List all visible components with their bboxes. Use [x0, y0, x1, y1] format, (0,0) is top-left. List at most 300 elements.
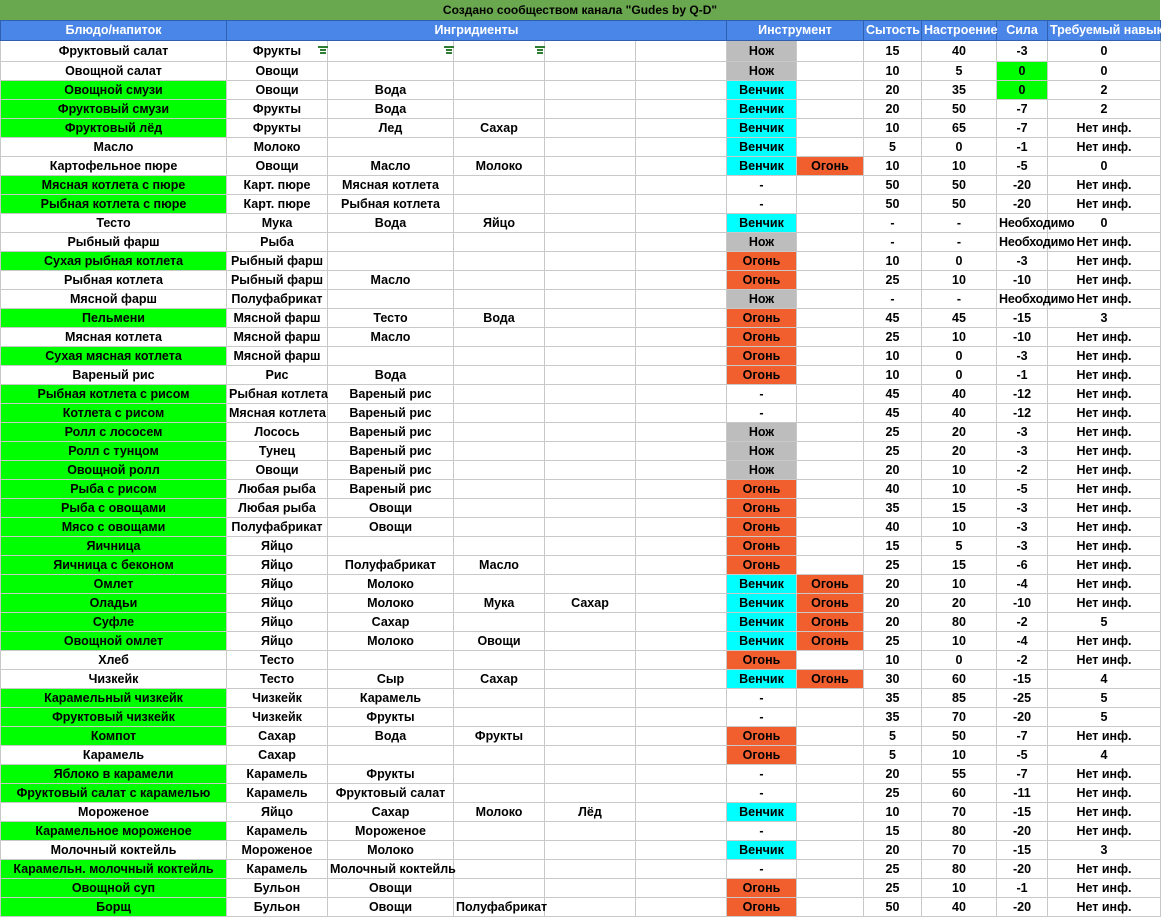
tool-cell[interactable]: [797, 233, 864, 252]
ingredient-cell[interactable]: [636, 499, 727, 518]
tool-cell[interactable]: [797, 651, 864, 670]
satiety-cell[interactable]: 10: [864, 366, 922, 385]
skill-cell[interactable]: Нет инф.: [1048, 898, 1161, 917]
tool-cell[interactable]: [797, 518, 864, 537]
tool-cell[interactable]: Венчик: [727, 803, 797, 822]
mood-cell[interactable]: 70: [922, 708, 997, 727]
ingredient-cell[interactable]: [545, 100, 636, 119]
strength-cell[interactable]: -1: [997, 879, 1048, 898]
tool-cell[interactable]: [797, 176, 864, 195]
strength-cell[interactable]: -15: [997, 841, 1048, 860]
tool-cell[interactable]: [797, 822, 864, 841]
ingredient-cell[interactable]: Лосось: [227, 423, 328, 442]
dish-cell[interactable]: Яичница: [1, 537, 227, 556]
ingredient-cell[interactable]: Мука: [454, 594, 545, 613]
dish-cell[interactable]: Рыбная котлета с пюре: [1, 195, 227, 214]
satiety-cell[interactable]: 5: [864, 138, 922, 157]
ingredient-cell[interactable]: Вареный рис: [328, 461, 454, 480]
ingredient-cell[interactable]: Фрукты: [227, 100, 328, 119]
ingredient-cell[interactable]: Молоко: [454, 803, 545, 822]
tool-cell[interactable]: Венчик: [727, 594, 797, 613]
ingredient-cell[interactable]: [636, 157, 727, 176]
ingredient-cell[interactable]: Карамель: [227, 784, 328, 803]
ingredient-cell[interactable]: [545, 765, 636, 784]
ingredient-cell[interactable]: [545, 138, 636, 157]
ingredient-cell[interactable]: Сахар: [328, 803, 454, 822]
dish-cell[interactable]: Чизкейк: [1, 670, 227, 689]
ingredient-cell[interactable]: Вода: [328, 727, 454, 746]
mood-cell[interactable]: -: [922, 290, 997, 309]
tool-cell[interactable]: Огонь: [727, 879, 797, 898]
dish-cell[interactable]: Рыбная котлета: [1, 271, 227, 290]
tool-cell[interactable]: [797, 879, 864, 898]
mood-cell[interactable]: 10: [922, 575, 997, 594]
ingredient-cell[interactable]: Рыбный фарш: [227, 271, 328, 290]
ingredient-cell[interactable]: Яйцо: [454, 214, 545, 233]
skill-cell[interactable]: Нет инф.: [1048, 252, 1161, 271]
ingredient-cell[interactable]: [454, 328, 545, 347]
satiety-cell[interactable]: 50: [864, 898, 922, 917]
ingredient-cell[interactable]: [545, 841, 636, 860]
ingredient-cell[interactable]: Карамель: [328, 689, 454, 708]
ingredient-cell[interactable]: Овощи: [328, 879, 454, 898]
satiety-cell[interactable]: 50: [864, 195, 922, 214]
ingredient-cell[interactable]: [545, 556, 636, 575]
ingredient-cell[interactable]: [545, 822, 636, 841]
ingredient-cell[interactable]: [636, 119, 727, 138]
ingredient-cell[interactable]: [545, 81, 636, 100]
tool-cell[interactable]: Огонь: [797, 575, 864, 594]
ingredient-cell[interactable]: [636, 670, 727, 689]
ingredient-cell[interactable]: Вода: [328, 100, 454, 119]
skill-cell[interactable]: Нет инф.: [1048, 575, 1161, 594]
skill-cell[interactable]: Нет инф.: [1048, 195, 1161, 214]
ingredient-cell[interactable]: [454, 613, 545, 632]
ingredient-cell[interactable]: Овощи: [227, 461, 328, 480]
ingredient-cell[interactable]: [636, 347, 727, 366]
ingredient-cell[interactable]: Овощи: [227, 62, 328, 81]
ingredient-cell[interactable]: Молоко: [328, 632, 454, 651]
ingredient-cell[interactable]: Фрукты: [227, 119, 328, 138]
satiety-cell[interactable]: 25: [864, 784, 922, 803]
ingredient-cell[interactable]: [454, 575, 545, 594]
strength-cell[interactable]: Необходимо: [997, 233, 1048, 252]
skill-cell[interactable]: Нет инф.: [1048, 442, 1161, 461]
ingredient-cell[interactable]: [454, 784, 545, 803]
strength-cell[interactable]: Необходимо: [997, 214, 1048, 233]
ingredient-cell[interactable]: [328, 290, 454, 309]
mood-cell[interactable]: 0: [922, 138, 997, 157]
strength-cell[interactable]: -25: [997, 689, 1048, 708]
satiety-cell[interactable]: 10: [864, 157, 922, 176]
mood-cell[interactable]: 85: [922, 689, 997, 708]
satiety-cell[interactable]: 5: [864, 746, 922, 765]
dish-cell[interactable]: Борщ: [1, 898, 227, 917]
skill-cell[interactable]: 5: [1048, 708, 1161, 727]
ingredient-cell[interactable]: [636, 176, 727, 195]
ingredient-cell[interactable]: Овощи: [227, 157, 328, 176]
strength-cell[interactable]: -2: [997, 651, 1048, 670]
mood-cell[interactable]: 40: [922, 898, 997, 917]
strength-cell[interactable]: -5: [997, 480, 1048, 499]
tool-cell[interactable]: Венчик: [727, 100, 797, 119]
header-strength[interactable]: Сила: [997, 21, 1048, 41]
tool-cell[interactable]: Огонь: [727, 309, 797, 328]
ingredient-cell[interactable]: Фрукты: [227, 41, 328, 62]
tool-cell[interactable]: [797, 347, 864, 366]
tool-cell[interactable]: -: [727, 860, 797, 879]
ingredient-cell[interactable]: [545, 575, 636, 594]
ingredient-cell[interactable]: [328, 233, 454, 252]
skill-cell[interactable]: 2: [1048, 100, 1161, 119]
skill-cell[interactable]: Нет инф.: [1048, 423, 1161, 442]
ingredient-cell[interactable]: [454, 81, 545, 100]
ingredient-cell[interactable]: [636, 100, 727, 119]
mood-cell[interactable]: 10: [922, 328, 997, 347]
tool-cell[interactable]: Огонь: [797, 670, 864, 689]
ingredient-cell[interactable]: [454, 480, 545, 499]
dish-cell[interactable]: Сухая мясная котлета: [1, 347, 227, 366]
dish-cell[interactable]: Фруктовый салат: [1, 41, 227, 62]
ingredient-cell[interactable]: [454, 822, 545, 841]
mood-cell[interactable]: 5: [922, 537, 997, 556]
mood-cell[interactable]: 10: [922, 271, 997, 290]
strength-cell[interactable]: 0: [997, 81, 1048, 100]
skill-cell[interactable]: 0: [1048, 214, 1161, 233]
dish-cell[interactable]: Яичница с беконом: [1, 556, 227, 575]
skill-cell[interactable]: 0: [1048, 41, 1161, 62]
skill-cell[interactable]: Нет инф.: [1048, 727, 1161, 746]
ingredient-cell[interactable]: Фрукты: [328, 765, 454, 784]
strength-cell[interactable]: -10: [997, 594, 1048, 613]
dish-cell[interactable]: Фруктовый лёд: [1, 119, 227, 138]
ingredient-cell[interactable]: Молоко: [227, 138, 328, 157]
satiety-cell[interactable]: 50: [864, 176, 922, 195]
ingredient-cell[interactable]: [636, 252, 727, 271]
ingredient-cell[interactable]: [545, 670, 636, 689]
satiety-cell[interactable]: 35: [864, 499, 922, 518]
ingredient-cell[interactable]: [636, 708, 727, 727]
tool-cell[interactable]: Венчик: [727, 575, 797, 594]
ingredient-cell[interactable]: Сахар: [454, 119, 545, 138]
dish-cell[interactable]: Ролл с лососем: [1, 423, 227, 442]
ingredient-cell[interactable]: Рыба: [227, 233, 328, 252]
skill-cell[interactable]: Нет инф.: [1048, 233, 1161, 252]
dish-cell[interactable]: Карамельный чизкейк: [1, 689, 227, 708]
strength-cell[interactable]: -15: [997, 803, 1048, 822]
skill-cell[interactable]: Нет инф.: [1048, 328, 1161, 347]
skill-cell[interactable]: 5: [1048, 689, 1161, 708]
tool-cell[interactable]: Огонь: [727, 366, 797, 385]
tool-cell[interactable]: [797, 290, 864, 309]
satiety-cell[interactable]: 25: [864, 632, 922, 651]
dish-cell[interactable]: Рыба с рисом: [1, 480, 227, 499]
ingredient-cell[interactable]: Яйцо: [227, 632, 328, 651]
ingredient-cell[interactable]: [545, 423, 636, 442]
tool-cell[interactable]: [797, 442, 864, 461]
tool-cell[interactable]: [797, 727, 864, 746]
ingredient-cell[interactable]: Мука: [227, 214, 328, 233]
ingredient-cell[interactable]: [636, 594, 727, 613]
tool-cell[interactable]: Огонь: [727, 746, 797, 765]
satiety-cell[interactable]: 25: [864, 860, 922, 879]
mood-cell[interactable]: 15: [922, 556, 997, 575]
skill-cell[interactable]: 5: [1048, 613, 1161, 632]
ingredient-cell[interactable]: [636, 81, 727, 100]
ingredient-cell[interactable]: [636, 309, 727, 328]
ingredient-cell[interactable]: Карт. пюре: [227, 195, 328, 214]
skill-cell[interactable]: Нет инф.: [1048, 537, 1161, 556]
ingredient-cell[interactable]: Любая рыба: [227, 480, 328, 499]
ingredient-cell[interactable]: [454, 138, 545, 157]
strength-cell[interactable]: -15: [997, 670, 1048, 689]
ingredient-cell[interactable]: [328, 252, 454, 271]
dish-cell[interactable]: Рыбный фарш: [1, 233, 227, 252]
mood-cell[interactable]: 10: [922, 461, 997, 480]
tool-cell[interactable]: [797, 119, 864, 138]
ingredient-cell[interactable]: [636, 214, 727, 233]
strength-cell[interactable]: -5: [997, 746, 1048, 765]
tool-cell[interactable]: Венчик: [727, 119, 797, 138]
skill-cell[interactable]: Нет инф.: [1048, 176, 1161, 195]
header-dish[interactable]: Блюдо/напиток: [1, 21, 227, 41]
tool-cell[interactable]: Огонь: [727, 252, 797, 271]
strength-cell[interactable]: -1: [997, 366, 1048, 385]
ingredient-cell[interactable]: Масло: [328, 271, 454, 290]
satiety-cell[interactable]: -: [864, 290, 922, 309]
tool-cell[interactable]: -: [727, 385, 797, 404]
ingredient-cell[interactable]: [454, 176, 545, 195]
ingredient-cell[interactable]: Сахар: [227, 746, 328, 765]
ingredient-cell[interactable]: Мороженое: [328, 822, 454, 841]
tool-cell[interactable]: -: [727, 689, 797, 708]
tool-cell[interactable]: Огонь: [727, 537, 797, 556]
ingredient-cell[interactable]: [545, 157, 636, 176]
dish-cell[interactable]: Яблоко в карамели: [1, 765, 227, 784]
satiety-cell[interactable]: 20: [864, 594, 922, 613]
satiety-cell[interactable]: 10: [864, 119, 922, 138]
mood-cell[interactable]: 50: [922, 195, 997, 214]
strength-cell[interactable]: -10: [997, 271, 1048, 290]
satiety-cell[interactable]: 20: [864, 81, 922, 100]
tool-cell[interactable]: [797, 784, 864, 803]
strength-cell[interactable]: -1: [997, 138, 1048, 157]
ingredient-cell[interactable]: [636, 461, 727, 480]
ingredient-cell[interactable]: [545, 632, 636, 651]
ingredient-cell[interactable]: Вода: [328, 366, 454, 385]
ingredient-cell[interactable]: [636, 41, 727, 62]
skill-cell[interactable]: 4: [1048, 670, 1161, 689]
mood-cell[interactable]: 35: [922, 81, 997, 100]
ingredient-cell[interactable]: [454, 518, 545, 537]
dish-cell[interactable]: Овощной омлет: [1, 632, 227, 651]
ingredient-cell[interactable]: [328, 651, 454, 670]
dish-cell[interactable]: Мясная котлета: [1, 328, 227, 347]
ingredient-cell[interactable]: [636, 632, 727, 651]
ingredient-cell[interactable]: [636, 366, 727, 385]
dish-cell[interactable]: Сухая рыбная котлета: [1, 252, 227, 271]
skill-cell[interactable]: Нет инф.: [1048, 594, 1161, 613]
ingredient-cell[interactable]: Вареный рис: [328, 442, 454, 461]
skill-cell[interactable]: Нет инф.: [1048, 632, 1161, 651]
tool-cell[interactable]: [797, 689, 864, 708]
mood-cell[interactable]: 80: [922, 822, 997, 841]
strength-cell[interactable]: -3: [997, 537, 1048, 556]
header-satiety[interactable]: Сытость: [864, 21, 922, 41]
satiety-cell[interactable]: 10: [864, 651, 922, 670]
tool-cell[interactable]: Огонь: [797, 613, 864, 632]
ingredient-cell[interactable]: Овощи: [454, 632, 545, 651]
tool-cell[interactable]: Огонь: [797, 594, 864, 613]
header-skill[interactable]: Требуемый навык: [1048, 21, 1161, 41]
strength-cell[interactable]: -12: [997, 385, 1048, 404]
skill-cell[interactable]: Нет инф.: [1048, 404, 1161, 423]
tool-cell[interactable]: [797, 271, 864, 290]
ingredient-cell[interactable]: [636, 480, 727, 499]
ingredient-cell[interactable]: [454, 746, 545, 765]
mood-cell[interactable]: 45: [922, 309, 997, 328]
tool-cell[interactable]: Огонь: [727, 499, 797, 518]
ingredient-cell[interactable]: Овощи: [328, 499, 454, 518]
ingredient-cell[interactable]: [545, 480, 636, 499]
ingredient-cell[interactable]: Молоко: [328, 594, 454, 613]
satiety-cell[interactable]: 20: [864, 461, 922, 480]
ingredient-cell[interactable]: Вареный рис: [328, 423, 454, 442]
dish-cell[interactable]: Карамель: [1, 746, 227, 765]
skill-cell[interactable]: 4: [1048, 746, 1161, 765]
ingredient-cell[interactable]: [328, 41, 454, 62]
ingredient-cell[interactable]: Вареный рис: [328, 385, 454, 404]
tool-cell[interactable]: Огонь: [727, 727, 797, 746]
satiety-cell[interactable]: 40: [864, 518, 922, 537]
tool-cell[interactable]: [797, 81, 864, 100]
satiety-cell[interactable]: 15: [864, 822, 922, 841]
dish-cell[interactable]: Пельмени: [1, 309, 227, 328]
mood-cell[interactable]: 10: [922, 480, 997, 499]
strength-cell[interactable]: -20: [997, 708, 1048, 727]
dish-cell[interactable]: Хлеб: [1, 651, 227, 670]
ingredient-cell[interactable]: Овощи: [227, 81, 328, 100]
satiety-cell[interactable]: 45: [864, 404, 922, 423]
skill-cell[interactable]: Нет инф.: [1048, 347, 1161, 366]
skill-cell[interactable]: Нет инф.: [1048, 499, 1161, 518]
tool-cell[interactable]: Нож: [727, 62, 797, 81]
ingredient-cell[interactable]: [545, 214, 636, 233]
ingredient-cell[interactable]: Тесто: [227, 651, 328, 670]
ingredient-cell[interactable]: [636, 803, 727, 822]
dish-cell[interactable]: Масло: [1, 138, 227, 157]
ingredient-cell[interactable]: Молочный коктейль: [328, 860, 454, 879]
ingredient-cell[interactable]: Полуфабрикат: [328, 556, 454, 575]
ingredient-cell[interactable]: [454, 347, 545, 366]
mood-cell[interactable]: 40: [922, 404, 997, 423]
ingredient-cell[interactable]: Сыр: [328, 670, 454, 689]
tool-cell[interactable]: Огонь: [727, 271, 797, 290]
mood-cell[interactable]: 50: [922, 100, 997, 119]
tool-cell[interactable]: Огонь: [727, 347, 797, 366]
skill-cell[interactable]: Нет инф.: [1048, 518, 1161, 537]
tool-cell[interactable]: Венчик: [727, 670, 797, 689]
mood-cell[interactable]: 80: [922, 860, 997, 879]
ingredient-cell[interactable]: [454, 252, 545, 271]
ingredient-cell[interactable]: Фруктовый салат: [328, 784, 454, 803]
tool-cell[interactable]: -: [727, 822, 797, 841]
satiety-cell[interactable]: 20: [864, 575, 922, 594]
ingredient-cell[interactable]: [545, 727, 636, 746]
tool-cell[interactable]: [797, 423, 864, 442]
ingredient-cell[interactable]: Мороженое: [227, 841, 328, 860]
tool-cell[interactable]: [797, 366, 864, 385]
satiety-cell[interactable]: 20: [864, 100, 922, 119]
tool-cell[interactable]: -: [727, 195, 797, 214]
ingredient-cell[interactable]: [454, 651, 545, 670]
ingredient-cell[interactable]: [636, 328, 727, 347]
ingredient-cell[interactable]: [454, 100, 545, 119]
tool-cell[interactable]: -: [727, 765, 797, 784]
tool-cell[interactable]: [797, 195, 864, 214]
ingredient-cell[interactable]: Яйцо: [227, 556, 328, 575]
satiety-cell[interactable]: 20: [864, 613, 922, 632]
ingredient-cell[interactable]: [636, 727, 727, 746]
mood-cell[interactable]: 0: [922, 347, 997, 366]
ingredient-cell[interactable]: [454, 765, 545, 784]
strength-cell[interactable]: -12: [997, 404, 1048, 423]
tool-cell[interactable]: Венчик: [727, 138, 797, 157]
tool-cell[interactable]: [797, 841, 864, 860]
ingredient-cell[interactable]: [636, 556, 727, 575]
satiety-cell[interactable]: 45: [864, 309, 922, 328]
ingredient-cell[interactable]: Вода: [328, 214, 454, 233]
ingredient-cell[interactable]: [328, 746, 454, 765]
ingredient-cell[interactable]: [545, 784, 636, 803]
ingredient-cell[interactable]: [636, 233, 727, 252]
mood-cell[interactable]: 5: [922, 62, 997, 81]
ingredient-cell[interactable]: [636, 765, 727, 784]
ingredient-cell[interactable]: [636, 689, 727, 708]
skill-cell[interactable]: Нет инф.: [1048, 290, 1161, 309]
ingredient-cell[interactable]: Фрукты: [454, 727, 545, 746]
dish-cell[interactable]: Картофельное пюре: [1, 157, 227, 176]
ingredient-cell[interactable]: Масло: [328, 328, 454, 347]
strength-cell[interactable]: -20: [997, 822, 1048, 841]
strength-cell[interactable]: -7: [997, 100, 1048, 119]
dish-cell[interactable]: Оладьи: [1, 594, 227, 613]
ingredient-cell[interactable]: [545, 879, 636, 898]
skill-cell[interactable]: Нет инф.: [1048, 879, 1161, 898]
ingredient-cell[interactable]: [454, 708, 545, 727]
satiety-cell[interactable]: 25: [864, 442, 922, 461]
tool-cell[interactable]: [797, 328, 864, 347]
mood-cell[interactable]: 10: [922, 632, 997, 651]
satiety-cell[interactable]: 25: [864, 879, 922, 898]
dish-cell[interactable]: Мороженое: [1, 803, 227, 822]
skill-cell[interactable]: Нет инф.: [1048, 803, 1161, 822]
skill-cell[interactable]: Нет инф.: [1048, 271, 1161, 290]
skill-cell[interactable]: 2: [1048, 81, 1161, 100]
ingredient-cell[interactable]: Рыбный фарш: [227, 252, 328, 271]
mood-cell[interactable]: 10: [922, 879, 997, 898]
dish-cell[interactable]: Фруктовый салат с карамелью: [1, 784, 227, 803]
tool-cell[interactable]: [797, 461, 864, 480]
satiety-cell[interactable]: 10: [864, 803, 922, 822]
mood-cell[interactable]: 70: [922, 841, 997, 860]
ingredient-cell[interactable]: [545, 328, 636, 347]
dish-cell[interactable]: Суфле: [1, 613, 227, 632]
skill-cell[interactable]: Нет инф.: [1048, 138, 1161, 157]
dish-cell[interactable]: Овощной суп: [1, 879, 227, 898]
mood-cell[interactable]: 50: [922, 176, 997, 195]
ingredient-cell[interactable]: Мясной фарш: [227, 347, 328, 366]
